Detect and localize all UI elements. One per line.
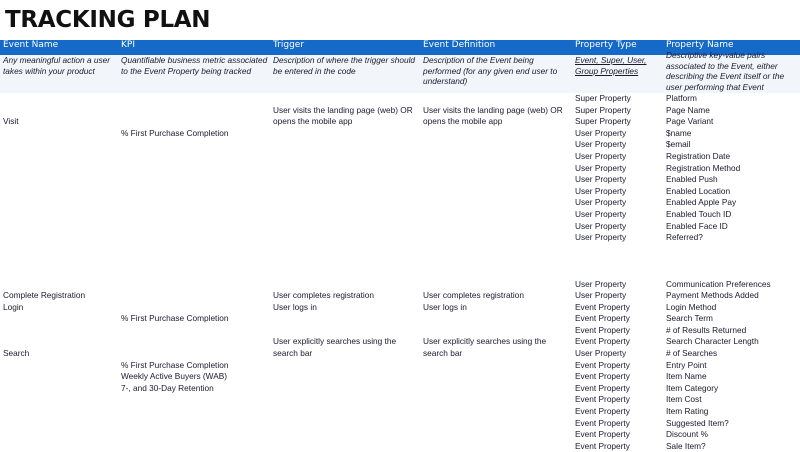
cell-event-definition[interactable] (420, 394, 572, 406)
cell-trigger[interactable] (270, 279, 420, 291)
table-row (0, 429, 800, 441)
table-row (0, 244, 800, 256)
cell-trigger[interactable]: User explicitly searches using the (273, 336, 397, 347)
cell-property-type[interactable]: Event Property (575, 336, 630, 347)
cell-event-definition[interactable] (420, 209, 572, 221)
cell-trigger[interactable] (270, 394, 420, 406)
cell-event-definition[interactable] (420, 174, 572, 186)
table-row (0, 139, 800, 151)
cell-property-type[interactable]: User Property (575, 174, 627, 185)
cell-trigger[interactable] (270, 93, 420, 105)
cell-event-definition[interactable] (420, 163, 572, 175)
cell-property-name[interactable]: # of Searches (666, 348, 718, 359)
cell-trigger[interactable] (270, 186, 420, 198)
description-property-name (663, 50, 800, 93)
cell-kpi[interactable] (118, 429, 270, 441)
cell-event-name[interactable] (0, 406, 118, 418)
cell-event-definition[interactable] (420, 267, 572, 279)
table-row (0, 441, 800, 452)
cell-trigger[interactable]: User visits the landing page (web) OR (273, 104, 413, 115)
tracking-plan-table (0, 40, 800, 452)
cell-trigger[interactable] (270, 313, 420, 325)
column-header-kpi[interactable]: KPI (118, 40, 270, 55)
cell-kpi[interactable] (118, 394, 270, 406)
cell-kpi[interactable] (118, 197, 270, 209)
cell-event-name[interactable] (0, 186, 118, 198)
cell-property-type[interactable]: User Property (575, 348, 627, 359)
cell-property-type[interactable]: User Property (575, 139, 627, 150)
cell-event-name[interactable] (0, 371, 118, 383)
cell-property-name[interactable] (663, 244, 800, 256)
description-kpi: Quantifiable business metric associated to the Event Property being tracked (118, 55, 270, 93)
table-row (0, 186, 800, 198)
cell-property-type[interactable]: User Property (575, 220, 627, 231)
cell-kpi[interactable]: % First Purchase Completion (121, 313, 229, 324)
table-row (0, 174, 800, 186)
cell-property-type[interactable]: Event Property (575, 359, 630, 370)
cell-trigger[interactable] (270, 418, 420, 430)
cell-event-name[interactable] (0, 105, 118, 117)
cell-kpi[interactable] (118, 139, 270, 151)
cell-kpi[interactable] (118, 244, 270, 256)
cell-event-name[interactable] (0, 244, 118, 256)
cell-kpi[interactable]: % First Purchase Completion (121, 359, 229, 370)
column-header-property-name[interactable]: Property Name (663, 40, 800, 55)
cell-trigger[interactable] (270, 441, 420, 452)
table-row (0, 325, 800, 337)
cell-event-name[interactable] (0, 441, 118, 452)
cell-property-type[interactable]: User Property (575, 150, 627, 161)
cell-event-name[interactable] (0, 336, 118, 348)
cell-property-type[interactable] (572, 255, 663, 267)
cell-event-definition[interactable] (420, 313, 572, 325)
cell-property-name[interactable]: Registration Method (666, 162, 741, 173)
table-row (0, 394, 800, 406)
cell-property-type[interactable]: User Property (575, 290, 627, 301)
cell-kpi[interactable] (118, 105, 270, 117)
table-row (0, 128, 800, 140)
cell-kpi[interactable] (118, 441, 270, 452)
cell-property-name[interactable]: Referred? (666, 232, 703, 243)
cell-event-name[interactable] (0, 313, 118, 325)
cell-event-name[interactable] (0, 279, 118, 291)
table-row (0, 197, 800, 209)
cell-event-definition[interactable] (420, 128, 572, 140)
cell-property-type[interactable]: Event Property (575, 301, 630, 312)
table-row (0, 279, 800, 291)
cell-event-name[interactable] (0, 197, 118, 209)
cell-property-type[interactable]: Event Property (575, 382, 630, 393)
cell-trigger[interactable] (270, 406, 420, 418)
cell-kpi[interactable] (118, 232, 270, 244)
cell-event-name[interactable] (0, 221, 118, 233)
cell-property-name[interactable]: Item Cost (666, 394, 702, 405)
cell-event-definition[interactable] (420, 151, 572, 163)
cell-kpi[interactable]: 7-, and 30-Day Retention (121, 382, 214, 393)
cell-event-definition[interactable] (420, 255, 572, 267)
table-row (0, 290, 800, 302)
cell-event-definition[interactable] (420, 279, 572, 291)
cell-event-definition[interactable] (420, 406, 572, 418)
cell-event-name[interactable] (0, 163, 118, 175)
cell-event-definition[interactable] (420, 360, 572, 372)
cell-event-definition[interactable]: opens the mobile app (423, 116, 503, 127)
cell-property-type[interactable]: Event Property (575, 371, 630, 382)
cell-event-name[interactable] (0, 151, 118, 163)
cell-event-name[interactable]: Visit (3, 116, 19, 127)
table-row (0, 255, 800, 267)
cell-kpi[interactable] (118, 116, 270, 128)
cell-property-name[interactable]: Suggested Item? (666, 417, 729, 428)
cell-kpi[interactable] (118, 93, 270, 105)
cell-event-definition[interactable] (420, 93, 572, 105)
cell-property-name[interactable]: Item Rating (666, 406, 709, 417)
cell-trigger[interactable] (270, 429, 420, 441)
table-row (0, 105, 800, 117)
cell-event-name[interactable]: Login (3, 301, 24, 312)
cell-kpi[interactable] (118, 174, 270, 186)
table-row (0, 151, 800, 163)
cell-event-definition[interactable] (420, 418, 572, 430)
table-row (0, 93, 800, 105)
cell-trigger[interactable] (270, 267, 420, 279)
cell-event-name[interactable] (0, 174, 118, 186)
cell-event-definition[interactable] (420, 197, 572, 209)
cell-property-type[interactable]: User Property (575, 208, 627, 219)
table-row (0, 163, 800, 175)
table-row (0, 209, 800, 221)
description-event-name: Any meaningful action a user takes within your product (0, 55, 118, 93)
cell-property-type[interactable]: User Property (575, 197, 627, 208)
cell-property-name[interactable]: $email (666, 139, 691, 150)
table-row (0, 383, 800, 395)
cell-trigger[interactable] (270, 139, 420, 151)
table-row (0, 313, 800, 325)
cell-property-name[interactable]: Enabled Push (666, 174, 718, 185)
cell-event-name[interactable] (0, 139, 118, 151)
cell-event-definition[interactable] (420, 429, 572, 441)
table-row (0, 302, 800, 314)
description-event-definition: Description of the Event being performed (for any given end user to understand) (420, 55, 572, 93)
cell-property-type[interactable] (572, 267, 663, 279)
cell-kpi[interactable]: % First Purchase Completion (121, 127, 229, 138)
cell-event-definition[interactable] (420, 325, 572, 337)
cell-kpi[interactable] (118, 151, 270, 163)
table-row (0, 221, 800, 233)
cell-property-name[interactable]: Enabled Apple Pay (666, 197, 737, 208)
cell-trigger[interactable] (270, 255, 420, 267)
cell-kpi[interactable] (118, 406, 270, 418)
cell-event-definition[interactable]: User logs in (423, 301, 467, 312)
cell-property-name[interactable]: Login Method (666, 301, 717, 312)
description-trigger: Description of where the trigger should be entered in the code (270, 55, 420, 93)
cell-kpi[interactable] (118, 418, 270, 430)
table-row (0, 336, 800, 348)
table-row (0, 418, 800, 430)
cell-event-name[interactable] (0, 418, 118, 430)
cell-property-name[interactable]: Page Variant (666, 116, 714, 127)
cell-property-type[interactable]: Event Property (575, 429, 630, 440)
cell-property-type[interactable]: Super Property (575, 116, 631, 127)
cell-trigger[interactable] (270, 232, 420, 244)
cell-event-name[interactable] (0, 232, 118, 244)
cell-property-name[interactable]: Platform (666, 93, 697, 103)
cell-property-type[interactable]: Event Property (575, 406, 630, 417)
cell-event-name[interactable] (0, 93, 118, 105)
cell-kpi[interactable] (118, 267, 270, 279)
cell-event-definition[interactable] (420, 383, 572, 395)
cell-event-definition[interactable] (420, 441, 572, 452)
table-row (0, 360, 800, 372)
cell-trigger[interactable] (270, 360, 420, 372)
cell-event-definition[interactable] (420, 221, 572, 233)
cell-trigger[interactable] (270, 209, 420, 221)
cell-trigger[interactable] (270, 128, 420, 140)
cell-property-name[interactable]: $name (666, 127, 692, 138)
cell-property-type[interactable]: Event Property (575, 394, 630, 405)
cell-event-definition[interactable]: search bar (423, 348, 463, 359)
cell-event-name[interactable] (0, 267, 118, 279)
cell-property-name[interactable]: Enabled Face ID (666, 220, 728, 231)
cell-property-name[interactable]: Item Category (666, 382, 719, 393)
cell-event-name[interactable] (0, 209, 118, 221)
table-description-row (0, 55, 800, 93)
cell-kpi[interactable] (118, 348, 270, 360)
cell-property-name[interactable] (663, 255, 800, 267)
cell-event-definition[interactable] (420, 139, 572, 151)
cell-event-name[interactable] (0, 360, 118, 372)
cell-kpi[interactable] (118, 186, 270, 198)
cell-property-name[interactable]: Search Character Length (666, 336, 759, 347)
cell-event-definition[interactable] (420, 232, 572, 244)
cell-kpi[interactable] (118, 336, 270, 348)
cell-property-type[interactable]: Event Property (575, 324, 630, 335)
cell-property-name[interactable]: Communication Preferences (666, 278, 771, 289)
cell-property-name[interactable]: Payment Methods Added (666, 290, 759, 301)
column-header-property-type[interactable]: Property Type (572, 40, 663, 55)
cell-property-type[interactable]: Event Property (575, 313, 630, 324)
cell-property-name[interactable]: # of Results Returned (666, 324, 747, 335)
cell-property-type[interactable]: User Property (575, 232, 627, 243)
cell-property-type[interactable]: Super Property (575, 104, 631, 115)
cell-trigger[interactable]: User completes registration (273, 290, 374, 301)
cell-property-name[interactable]: Enabled Location (666, 185, 731, 196)
description-property-name-text: Descriptive key-value pairs associated to the Event, either describing the Event itself or the user performing that Event (666, 50, 785, 92)
cell-event-definition[interactable]: User visits the landing page (web) OR (423, 104, 563, 115)
cell-trigger[interactable] (270, 371, 420, 383)
table-row (0, 232, 800, 244)
description-property-type: Event, Super, User, Group Properties (572, 55, 663, 93)
cell-trigger[interactable]: User logs in (273, 301, 317, 312)
table-row (0, 406, 800, 418)
cell-kpi[interactable] (118, 290, 270, 302)
cell-kpi[interactable] (118, 163, 270, 175)
cell-trigger[interactable] (270, 197, 420, 209)
cell-event-name[interactable]: Search (3, 348, 30, 359)
table-row (0, 267, 800, 279)
cell-property-type[interactable]: User Property (575, 185, 627, 196)
cell-trigger[interactable] (270, 221, 420, 233)
cell-event-definition[interactable]: User explicitly searches using the (423, 336, 547, 347)
cell-event-name[interactable]: Complete Registration (3, 290, 86, 301)
cell-property-name[interactable] (663, 267, 800, 279)
cell-event-name[interactable] (0, 383, 118, 395)
cell-property-type[interactable] (572, 244, 663, 256)
cell-trigger[interactable]: search bar (273, 348, 313, 359)
cell-trigger[interactable] (270, 244, 420, 256)
cell-event-name[interactable] (0, 128, 118, 140)
cell-property-name[interactable]: Search Term (666, 313, 713, 324)
table-row (0, 348, 800, 360)
cell-property-name[interactable]: Registration Date (666, 150, 731, 161)
cell-property-name[interactable]: Page Name (666, 104, 710, 115)
table-row (0, 116, 800, 128)
cell-event-definition[interactable] (420, 371, 572, 383)
cell-trigger[interactable] (270, 325, 420, 337)
column-header-event-name[interactable]: Event Name (0, 40, 118, 55)
cell-property-name[interactable]: Sale Item? (666, 440, 706, 451)
cell-event-definition[interactable] (420, 244, 572, 256)
cell-property-type[interactable]: User Property (575, 127, 627, 138)
cell-event-name[interactable] (0, 255, 118, 267)
cell-event-definition[interactable] (420, 186, 572, 198)
cell-event-definition[interactable]: User completes registration (423, 290, 524, 301)
cell-property-name[interactable]: Item Name (666, 371, 707, 382)
cell-property-name[interactable]: Entry Point (666, 359, 707, 370)
column-header-event-definition[interactable]: Event Definition (420, 40, 572, 55)
cell-kpi[interactable] (118, 279, 270, 291)
cell-kpi[interactable] (118, 255, 270, 267)
page-title: TRACKING PLAN (5, 7, 211, 33)
table-row (0, 371, 800, 383)
cell-property-name[interactable]: Discount % (666, 429, 708, 440)
cell-property-type[interactable]: User Property (575, 162, 627, 173)
cell-event-name[interactable] (0, 429, 118, 441)
cell-event-name[interactable] (0, 325, 118, 337)
cell-trigger[interactable] (270, 383, 420, 395)
cell-property-type[interactable]: User Property (575, 278, 627, 289)
column-header-trigger[interactable]: Trigger (270, 40, 420, 55)
cell-kpi[interactable] (118, 302, 270, 314)
cell-trigger[interactable] (270, 174, 420, 186)
cell-property-name[interactable]: Enabled Touch ID (666, 208, 732, 219)
cell-kpi[interactable] (118, 221, 270, 233)
cell-event-name[interactable] (0, 394, 118, 406)
cell-property-type[interactable]: Super Property (575, 93, 631, 103)
cell-trigger[interactable]: opens the mobile app (273, 116, 353, 127)
cell-kpi[interactable] (118, 325, 270, 337)
cell-property-type[interactable]: Event Property (575, 440, 630, 451)
cell-property-type[interactable]: Event Property (575, 417, 630, 428)
cell-trigger[interactable] (270, 163, 420, 175)
cell-kpi[interactable] (118, 209, 270, 221)
cell-trigger[interactable] (270, 151, 420, 163)
cell-kpi[interactable]: Weekly Active Buyers (WAB) (121, 371, 228, 382)
